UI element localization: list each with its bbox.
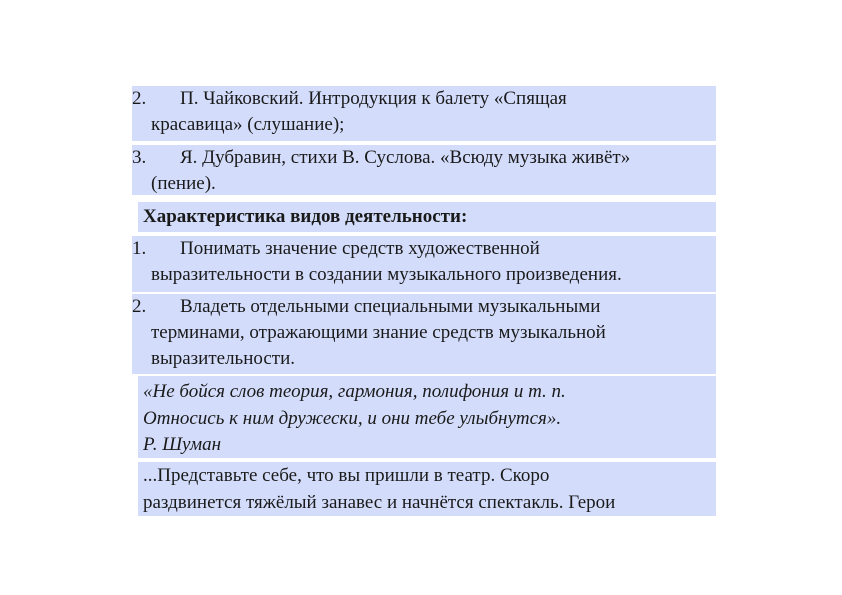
quote-line: «Не бойся слов теория, гармония, полифония и т. п. <box>143 381 566 402</box>
list-number: 1. <box>132 238 147 259</box>
list-item-text: Понимать значение средств художественной <box>180 238 540 259</box>
list-item-song <box>132 145 716 195</box>
list-item-text: выразительности в создании музыкального произведения. <box>151 264 622 285</box>
list-item-activity <box>132 294 716 374</box>
list-number: 2. <box>132 88 147 109</box>
epigraph-quote <box>138 376 716 458</box>
list-item-text: Я. Дубравин, стихи В. Суслова. «Всюду музыка живёт» <box>180 147 631 168</box>
list-item-text: П. Чайковский. Интродукция к балету «Спящая <box>180 88 567 109</box>
list-item-text: Владеть отдельными специальными музыкальными <box>180 296 601 317</box>
quote-author: Р. Шуман <box>143 434 222 455</box>
story-paragraph <box>138 462 716 516</box>
list-number: 2. <box>132 296 147 317</box>
paragraph-line: ...Представьте себе, что вы пришли в театр. Скоро <box>143 465 550 486</box>
list-item-activity <box>132 236 716 292</box>
list-item-text: красавица» (слушание); <box>151 114 345 135</box>
list-item-song <box>132 86 716 141</box>
paragraph-line: раздвинется тяжёлый занавес и начнётся спектакль. Герои <box>143 492 616 513</box>
section-heading <box>138 202 716 232</box>
list-item-text: выразительности. <box>151 348 296 369</box>
list-item-text: (пение). <box>151 173 216 194</box>
list-item-text: терминами, отражающими знание средств музыкальной <box>151 322 606 343</box>
list-number: 3. <box>132 147 147 168</box>
quote-line: Относись к ним дружески, и они тебе улыбнутся». <box>143 408 562 429</box>
section-heading-text: Характеристика видов деятельности: <box>143 206 468 227</box>
